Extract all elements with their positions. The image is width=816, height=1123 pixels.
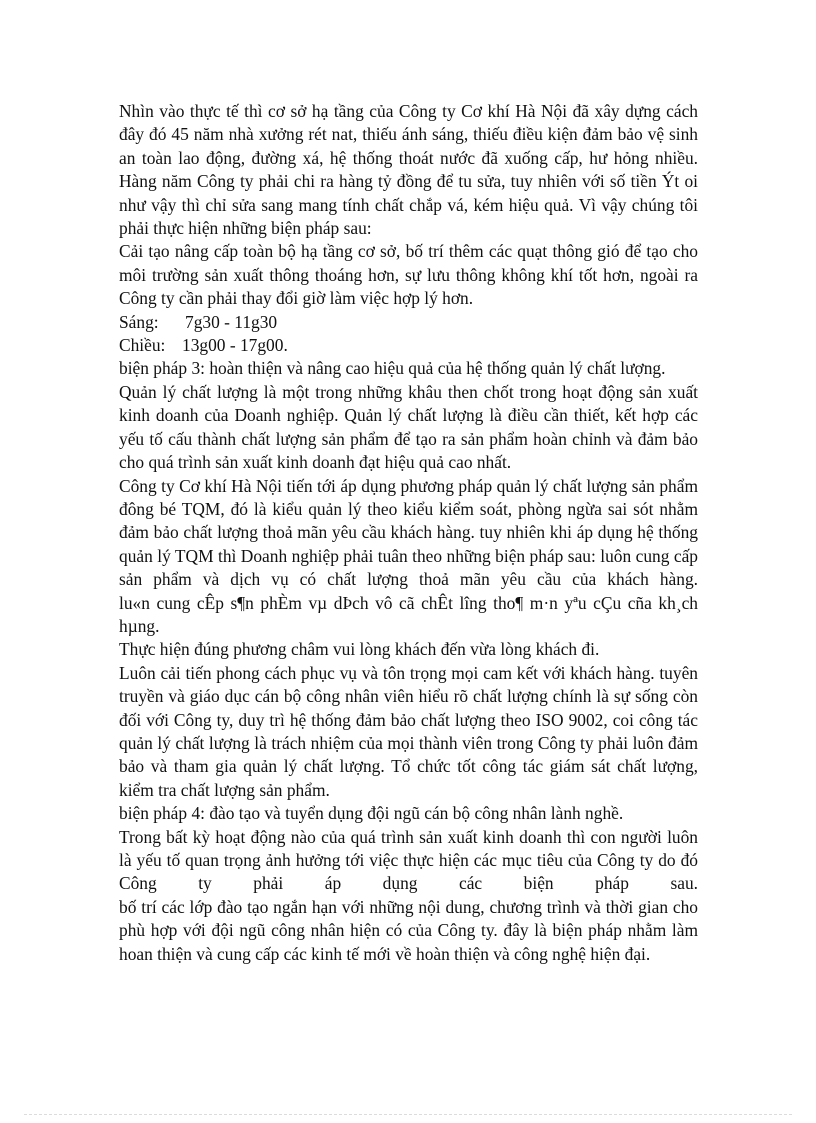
paragraph-continuous-improvement: Luôn cải tiến phong cách phục vụ và tôn trọng mọi cam kết với khách hàng. tuyên truyền và giáo dục cán bộ công nhân viên hiểu rõ chất lượng chính là sự sống còn đối với Công ty, duy trì hệ thống đảm bảo chất lượng theo ISO 9002, coi công tác quản lý chất lượng là trách nhiệm của mọi thành viên trong Công ty phải luôn đảm bảo và tham gia quản lý chất lượng. Tổ chức tốt công tác giám sát chất lượng, kiểm tra chất lượng sản phẩm.	[119, 662, 698, 800]
paragraph-infrastructure: Nhìn vào thực tế thì cơ sở hạ tầng của Công ty Cơ khí Hà Nội đã xây dựng cách đây đó 45 năm nhà xưởng rét nat, thiếu ánh sáng, thiếu điều kiện đảm bảo vệ sinh an toàn lao động, đường xá, hệ thống thoát nước đã xuống cấp, hư hỏng nhiều. Hàng năm Công ty phải chi ra hàng tỷ đồng để tu sửa, tuy nhiên với số tiền Ýt oi như vậy thì chỉ sửa sang mang tính chất chắp vá, kém hiệu quả. Vì vậy chúng tôi phải thực hiện những biện pháp sau:	[119, 101, 698, 239]
schedule-morning	[119, 311, 698, 334]
paragraph-human-factor: Trong bất kỳ hoạt động nào của quá trình sản xuất kinh doanh thì con người luôn là yếu tố quan trọng ảnh hưởng tới việc thực hiện các mục tiêu của Công ty do đó Công ty phải áp dụng các biện pháp sau.	[119, 826, 698, 894]
heading-measure-4: biện pháp 4: đào tạo và tuyển dụng đội ngũ cán bộ công nhân lành nghề.	[119, 803, 624, 824]
paragraph-customer-motto: Thực hiện đúng phương châm vui lòng khách đến vừa lòng khách đi.	[119, 639, 600, 660]
schedule-afternoon	[119, 334, 698, 357]
schedule-afternoon-time: 13g00 - 17g00.	[182, 335, 288, 356]
paragraph-training: bố trí các lớp đào tạo ngắn hạn với những nội dung, chương trình và thời gian cho phù hợp với đội ngũ công nhân hiện có của Công ty. đây là biện pháp nhằm làm hoan thiện và cung cấp các kinh tế mới về hoàn thiện và công nghệ hiện đại.	[119, 896, 698, 964]
paragraph-renovation: Cải tạo nâng cấp toàn bộ hạ tầng cơ sở, bố trí thêm các quạt thông gió để tạo cho môi trường sản xuất thông thoáng hơn, sự lưu thông không khí tốt hơn, ngoài ra Công ty cần phải thay đổi giờ làm việc hợp lý hơn.	[119, 241, 698, 309]
paragraph-quality-management: Quản lý chất lượng là một trong những khâu then chốt trong hoạt động sản xuất kinh doanh của Doanh nghiệp. Quản lý chất lượng là điều cần thiết, kết hợp các yếu tố cấu thành chất lượng sản phẩm để tạo ra sản phẩm hoàn chỉnh và đảm bảo cho quá trình sản xuất kinh doanh đạt hiệu quả cao nhất.	[119, 381, 698, 473]
schedule-morning-label: Sáng:	[119, 311, 159, 332]
page-bottom-divider	[24, 1114, 792, 1115]
paragraph-tqm: Công ty Cơ khí Hà Nội tiến tới áp dụng phương pháp quản lý chất lượng sản phẩm đông bé TQM, đó là kiểu quản lý theo kiểu kiểm soát, phòng ngừa sai sót nhằm đảm bảo chất lượng thoả mãn yêu cầu khách hàng. tuy nhiên khi áp dụng hệ thống quản lý TQM thì Doanh nghiệp phải tuân theo những biện pháp sau: luôn cung cấp sản phẩm và dịch vụ có chất lượng thoả mãn yêu cầu của khách hàng.	[119, 475, 698, 590]
document-body	[119, 100, 698, 966]
paragraph-garbled-encoding: lu«n cung cÊp s¶n phÈm vµ dÞch vô cã chÊt lîng tho¶ m·n yªu cÇu cña kh¸ch hµng.	[119, 592, 698, 636]
schedule-afternoon-label: Chiều:	[119, 335, 166, 356]
heading-measure-3: biện pháp 3: hoàn thiện và nâng cao hiệu quả của hệ thống quản lý chất lượng.	[119, 358, 666, 379]
schedule-morning-time: 7g30 - 11g30	[185, 311, 278, 332]
